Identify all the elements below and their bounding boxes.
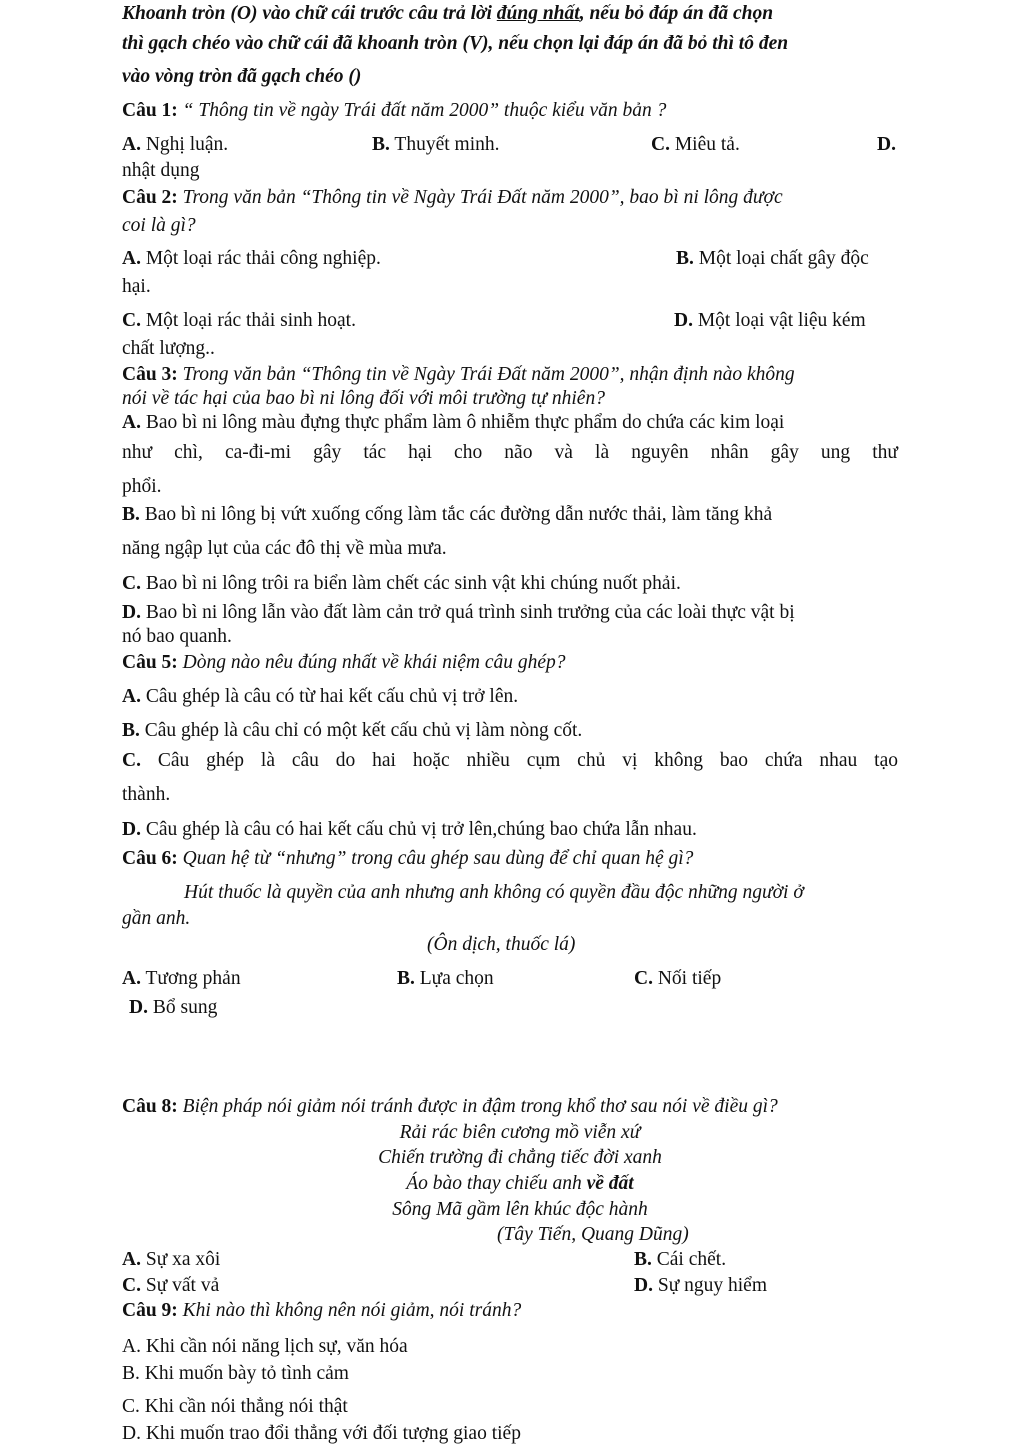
- q1-option-d-letter[interactable]: D.: [877, 134, 896, 155]
- q3-option-b-cont[interactable]: năng ngập lụt của các đô thị về mùa mưa.: [122, 538, 447, 559]
- question-text: Biện pháp nói giảm nói tránh được in đậm trong khổ thơ sau nói về điều gì?: [177, 1096, 778, 1117]
- poem-line-4: Sông Mã gầm lên khúc độc hành: [392, 1199, 648, 1220]
- option-letter: D.: [129, 997, 148, 1018]
- option-text: Sự xa xôi: [140, 1249, 221, 1270]
- question-label: Câu 1:: [122, 100, 178, 121]
- option-letter: D.: [122, 819, 141, 840]
- question-text: Trong văn bản “Thông tin về Ngày Trái Đất năm 2000”, bao bì ni lông được: [177, 187, 783, 208]
- question-label: Câu 2:: [122, 187, 178, 208]
- option-letter: C.: [122, 1275, 141, 1296]
- q1-option-a[interactable]: [122, 134, 228, 156]
- q8-option-b[interactable]: [634, 1249, 726, 1271]
- option-text: Bổ sung: [147, 997, 218, 1018]
- question-label: Câu 9:: [122, 1300, 178, 1321]
- question-text: Quan hệ từ “nhưng” trong câu ghép sau dùng để chỉ quan hệ gì?: [177, 848, 694, 869]
- option-text: Bao bì ni lông bị vứt xuống cống làm tắc các đường dẫn nước thải, làm tăng khả: [139, 504, 773, 525]
- q9-option-b[interactable]: B. Khi muốn bày tỏ tình cảm: [122, 1363, 349, 1384]
- question-8: [122, 1096, 778, 1118]
- option-text: Một loại rác thải công nghiệp.: [140, 248, 381, 269]
- q5-option-b[interactable]: [122, 720, 582, 742]
- instruction-line-2: thì gạch chéo vào chữ cái đã khoanh tròn (V), nếu chọn lại đáp án đã bỏ thì tô đen: [122, 33, 789, 54]
- option-text: Lựa chọn: [414, 968, 494, 989]
- option-text: Nghị luận.: [140, 134, 229, 155]
- q3-option-d[interactable]: [122, 602, 795, 624]
- q1-option-d-text[interactable]: nhật dụng: [122, 160, 200, 181]
- question-3-cont: nói về tác hại của bao bì ni lông đối với môi trường tự nhiên?: [122, 388, 605, 409]
- option-text: Câu ghép là câu chỉ có một kết cấu chủ vị làm nòng cốt.: [139, 720, 583, 741]
- question-label: Câu 8:: [122, 1096, 178, 1117]
- option-letter: B.: [676, 248, 694, 269]
- option-letter: B.: [372, 134, 390, 155]
- q2-option-d-cont[interactable]: chất lượng..: [122, 338, 215, 359]
- poem-line-3: [300, 1173, 740, 1195]
- q5-option-d[interactable]: [122, 819, 697, 841]
- q6-option-b[interactable]: [397, 968, 494, 990]
- option-letter: A.: [122, 1249, 141, 1270]
- question-5: [122, 652, 566, 674]
- option-letter: C.: [122, 310, 141, 331]
- poem-text: Áo bào thay chiếu anh: [406, 1173, 587, 1194]
- option-text: Câu ghép là câu do hai hoặc nhiều cụm chủ vị không bao chứa nhau tạo: [140, 750, 898, 771]
- q3-option-a-cont[interactable]: như chì, ca-đi-mi gây tác hại cho não và là nguyên nhân gây ung thư: [122, 442, 898, 463]
- option-text: Thuyết minh.: [389, 134, 500, 155]
- q2-option-d[interactable]: [674, 310, 866, 332]
- option-letter: A.: [122, 968, 141, 989]
- question-3: [122, 364, 795, 386]
- option-letter: B.: [122, 504, 140, 525]
- option-letter: B.: [634, 1249, 652, 1270]
- q1-option-c[interactable]: [651, 134, 740, 156]
- question-9: [122, 1300, 521, 1322]
- option-letter: C.: [122, 573, 141, 594]
- question-label: Câu 5:: [122, 652, 178, 673]
- instruction-line-1: [122, 3, 773, 25]
- question-label: Câu 3:: [122, 364, 178, 385]
- option-text: Bao bì ni lông lẫn vào đất làm cản trở quá trình sinh trưởng của các loài thực vật bị: [140, 602, 795, 623]
- q2-option-a[interactable]: [122, 248, 381, 270]
- instruction-line-3: vào vòng tròn đã gạch chéo (): [122, 66, 362, 87]
- question-text: Trong văn bản “Thông tin về Ngày Trái Đất năm 2000”, nhận định nào không: [177, 364, 795, 385]
- option-letter: B.: [397, 968, 415, 989]
- option-letter: A.: [122, 412, 141, 433]
- poem-line-2: Chiến trường đi chẳng tiếc đời xanh: [378, 1147, 662, 1168]
- option-letter: D.: [122, 602, 141, 623]
- q2-option-b-cont[interactable]: hại.: [122, 276, 151, 297]
- q3-option-b[interactable]: [122, 504, 772, 526]
- option-letter: D.: [674, 310, 693, 331]
- option-text: Nối tiếp: [652, 968, 722, 989]
- option-text: Sự nguy hiểm: [652, 1275, 767, 1296]
- option-text: Một loại vật liệu kém: [692, 310, 866, 331]
- option-letter: A.: [122, 248, 141, 269]
- option-letter: C.: [651, 134, 670, 155]
- q5-option-a[interactable]: [122, 686, 518, 708]
- instruction-text: Khoanh tròn (O) vào chữ cái trước câu trả lời: [122, 3, 497, 24]
- question-2: [122, 187, 783, 209]
- question-text: Dòng nào nêu đúng nhất về khái niệm câu ghép?: [177, 652, 566, 673]
- q6-quote-source: (Ôn dịch, thuốc lá): [427, 934, 576, 955]
- q8-option-c[interactable]: [122, 1275, 219, 1297]
- q9-option-d[interactable]: D. Khi muốn trao đổi thẳng với đối tượng giao tiếp: [122, 1423, 521, 1444]
- poem-bold-phrase: về đất: [586, 1173, 634, 1194]
- q3-option-a-cont-2[interactable]: phổi.: [122, 476, 162, 497]
- q8-option-d[interactable]: [634, 1275, 767, 1297]
- question-6: [122, 848, 693, 870]
- q1-option-b[interactable]: [372, 134, 499, 156]
- option-letter: A.: [122, 134, 141, 155]
- question-2-cont: coi là gì?: [122, 215, 196, 236]
- option-letter: C.: [634, 968, 653, 989]
- q9-option-a[interactable]: A. Khi cần nói năng lịch sự, văn hóa: [122, 1336, 408, 1357]
- q6-option-c[interactable]: [634, 968, 721, 990]
- option-letter: C.: [122, 750, 141, 771]
- q2-option-b[interactable]: [676, 248, 869, 270]
- question-text: Khi nào thì không nên nói giảm, nói tránh?: [177, 1300, 522, 1321]
- q3-option-c[interactable]: [122, 573, 681, 595]
- option-letter: D.: [634, 1275, 653, 1296]
- instruction-underline: đúng nhất: [496, 3, 580, 24]
- option-text: Một loại chất gây độc: [693, 248, 869, 269]
- question-1: [122, 100, 666, 122]
- q6-option-a[interactable]: [122, 968, 241, 990]
- option-text: Một loại rác thải sinh hoạt.: [140, 310, 356, 331]
- q3-option-d-cont[interactable]: nó bao quanh.: [122, 626, 232, 647]
- q5-option-c[interactable]: [122, 750, 898, 772]
- q3-option-a[interactable]: [122, 412, 784, 434]
- option-text: Bao bì ni lông màu đựng thực phẩm làm ô nhiễm thực phẩm do chứa các kim loại: [140, 412, 785, 433]
- option-text: Bao bì ni lông trôi ra biển làm chết các sinh vật khi chúng nuốt phải.: [140, 573, 681, 594]
- option-text: Miêu tả.: [669, 134, 740, 155]
- option-letter: B.: [122, 720, 140, 741]
- q6-quote-cont: gần anh.: [122, 908, 191, 929]
- q8-option-a[interactable]: [122, 1249, 220, 1271]
- q6-option-d[interactable]: [129, 997, 217, 1019]
- question-label: Câu 6:: [122, 848, 178, 869]
- instruction-text: , nếu bỏ đáp án đã chọn: [579, 3, 774, 24]
- q2-option-c[interactable]: [122, 310, 356, 332]
- poem-line-1: Rải rác biên cương mồ viễn xứ: [399, 1122, 641, 1143]
- q6-quote: Hút thuốc là quyền của anh nhưng anh không có quyền đầu độc những người ở: [184, 882, 804, 903]
- option-text: Tương phản: [140, 968, 241, 989]
- option-text: Câu ghép là câu có từ hai kết cấu chủ vị trở lên.: [140, 686, 519, 707]
- option-letter: A.: [122, 686, 141, 707]
- option-text: Câu ghép là câu có hai kết cấu chủ vị trở lên,chúng bao chứa lẫn nhau.: [140, 819, 697, 840]
- q5-option-c-cont[interactable]: thành.: [122, 784, 171, 805]
- poem-source: (Tây Tiến, Quang Dũng): [497, 1224, 689, 1245]
- option-text: Cái chết.: [651, 1249, 727, 1270]
- question-text: “ Thông tin về ngày Trái đất năm 2000” thuộc kiểu văn bản ?: [177, 100, 667, 121]
- option-text: Sự vất vả: [140, 1275, 220, 1296]
- q9-option-c[interactable]: C. Khi cần nói thẳng nói thật: [122, 1396, 348, 1417]
